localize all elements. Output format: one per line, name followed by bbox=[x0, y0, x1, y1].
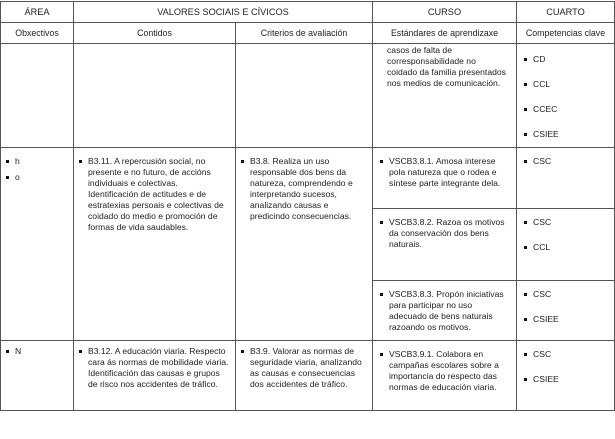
col-criterios: Criterios de avaliación bbox=[236, 23, 373, 44]
block2-standard-list bbox=[373, 341, 516, 393]
competencia-item: CCEC bbox=[519, 104, 610, 115]
block1-competencias-cell-2 bbox=[517, 209, 615, 281]
col-estandares: Estándares de aprendizaxe bbox=[373, 23, 517, 44]
block2-objectives-list bbox=[1, 341, 73, 357]
block1-row-1 bbox=[1, 148, 615, 209]
col-contidos: Contidos bbox=[74, 23, 236, 44]
area-value: VALORES SOCIAIS E CÍVICOS bbox=[74, 2, 373, 23]
contido-item: B3.11. A repercusión social, no presente e no futuro, de accións individuais e colectivas. Identificación de actitudes e de estratexias persoais e colectivas de coidado do medio e promoción de formas de vida saudables. bbox=[74, 156, 229, 233]
block2-competencias-list bbox=[517, 341, 614, 385]
block2-criterio-cell bbox=[236, 341, 373, 411]
header-row bbox=[1, 2, 615, 23]
block1-standard-list-3 bbox=[373, 281, 516, 333]
objective-item: N bbox=[1, 346, 73, 357]
block1-competencias-list-1 bbox=[517, 148, 614, 167]
competencia-item: CSIEE bbox=[519, 374, 610, 385]
cont-criterios-cell bbox=[236, 44, 373, 148]
contido-item: B3.12. A educación viaria. Respecto cara ás normas de mobilidade viaria. Identificación das causas e grupos de risco nos accidentes de tráfico. bbox=[74, 346, 229, 390]
criterio-item: B3.9. Valorar as normas de seguridade viaria, analizando as causas e consecuencias dos accidentes de tráfico. bbox=[236, 346, 366, 390]
cont-standard-cell bbox=[373, 44, 517, 148]
block2-contido-cell bbox=[74, 341, 236, 411]
col-competencias: Competencias clave bbox=[517, 23, 615, 44]
objective-item: h bbox=[1, 156, 67, 167]
block2-contido-list bbox=[74, 341, 235, 390]
block1-standard-list-1 bbox=[373, 148, 516, 189]
block1-objectives-cell bbox=[1, 148, 74, 341]
block2-row-1 bbox=[1, 341, 615, 411]
block1-standard-cell-2 bbox=[373, 209, 517, 281]
col-obxectivos: Obxectivos bbox=[1, 23, 74, 44]
block2-objectives-cell bbox=[1, 341, 74, 411]
block1-standard-list-2 bbox=[373, 209, 516, 250]
block1-competencias-list-3 bbox=[517, 281, 614, 325]
cont-standard-text: casos de falta de corresponsabilidade no coidado da familia presentados nos medios de comunicación. bbox=[387, 45, 506, 88]
cont-objectives-cell bbox=[1, 44, 74, 148]
competencia-item: CSC bbox=[519, 349, 610, 360]
competencia-item: CCL bbox=[519, 79, 610, 90]
standard-item: VSCB3.8.2. Razoa os motivos da conservación dos bens naturais. bbox=[375, 217, 510, 250]
block2-competencias-cell bbox=[517, 341, 615, 411]
cont-competencias-list bbox=[517, 44, 614, 140]
block2-standard-cell bbox=[373, 341, 517, 411]
block1-standard-cell-3 bbox=[373, 281, 517, 341]
block1-criterio-cell bbox=[236, 148, 373, 341]
curriculum-table bbox=[0, 1, 615, 411]
block1-competencias-cell-1 bbox=[517, 148, 615, 209]
block2-criterio-list bbox=[236, 341, 372, 390]
cont-competencias-cell bbox=[517, 44, 615, 148]
criterio-item: B3.8. Realiza un uso responsable dos bens da natureza, comprendendo e interpretando sucesos, analizando causas e predicindo consecuencias. bbox=[236, 156, 366, 222]
continuation-row bbox=[1, 44, 615, 148]
competencia-item: CSC bbox=[519, 156, 610, 167]
block1-competencias-cell-3 bbox=[517, 281, 615, 341]
block1-standard-cell-1 bbox=[373, 148, 517, 209]
block1-contido-list bbox=[74, 148, 235, 233]
column-header-row bbox=[1, 23, 615, 44]
objective-item: o bbox=[1, 172, 67, 183]
standard-item: VSCB3.8.3. Propón iniciativas para participar no uso adecuado de bens naturais razoando os motivos. bbox=[375, 289, 510, 333]
block1-criterio-list bbox=[236, 148, 372, 222]
curso-label: CURSO bbox=[373, 2, 517, 23]
competencia-item: CD bbox=[519, 54, 610, 65]
area-label: ÁREA bbox=[1, 2, 74, 23]
standard-item: VSCB3.9.1. Colabora en campañas escolares sobre a importancia do respecto das normas de educación viaria. bbox=[375, 349, 510, 393]
competencia-item: CSIEE bbox=[519, 314, 610, 325]
block1-objectives-list bbox=[1, 148, 73, 183]
cont-contidos-cell bbox=[74, 44, 236, 148]
block1-contido-cell bbox=[74, 148, 236, 341]
competencia-item: CSC bbox=[519, 289, 610, 300]
competencia-item: CSIEE bbox=[519, 129, 610, 140]
competencia-item: CCL bbox=[519, 242, 610, 253]
curso-value: CUARTO bbox=[517, 2, 615, 23]
block1-competencias-list-2 bbox=[517, 209, 614, 253]
standard-item: VSCB3.8.1. Amosa interese pola natureza que o rodea e síntese parte integrante dela. bbox=[375, 156, 510, 189]
competencia-item: CSC bbox=[519, 217, 610, 228]
